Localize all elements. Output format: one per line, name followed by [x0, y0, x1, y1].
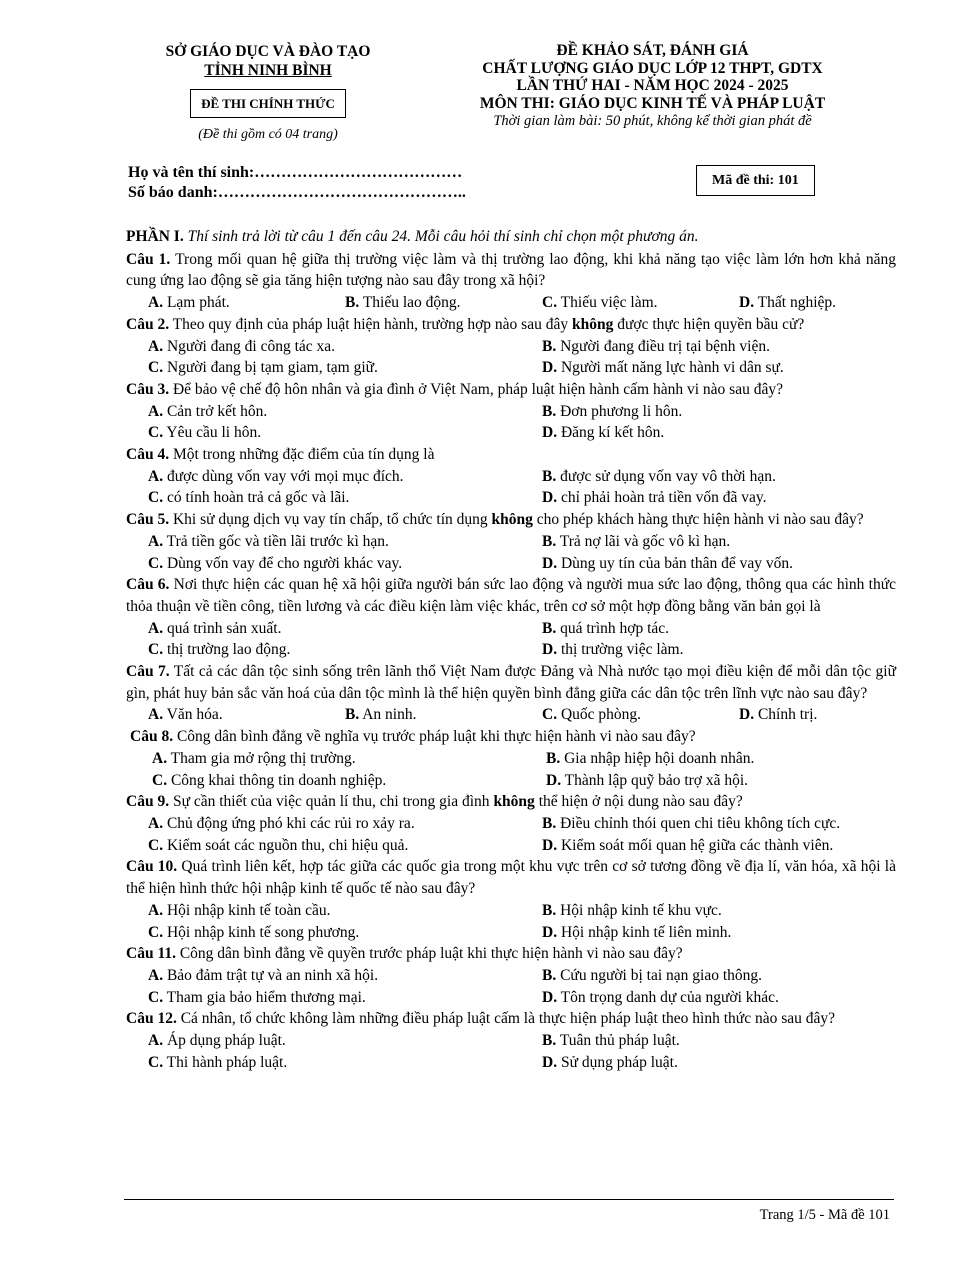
question-6 [126, 574, 896, 661]
option-text: Hội nhập kinh tế khu vực. [556, 901, 722, 919]
answer-option [542, 813, 918, 835]
option-text: thị trường việc làm. [557, 641, 684, 659]
option-letter: B. [542, 1032, 557, 1050]
exam-content [126, 226, 896, 1073]
answer-option [152, 748, 546, 770]
answer-option [542, 553, 918, 575]
option-letter: B. [542, 966, 557, 984]
answer-option [542, 357, 918, 379]
option-letter: C. [148, 1053, 164, 1071]
question-pre: Trong mối quan hệ giữa thị trường việc làm và thị trường lao động, khi khả năng tạo việc làm lớn hơn khả năng cung ứng lao động sẽ gia tăng hiện tượng nào sau đây trong xã hội? [126, 250, 896, 290]
question-3 [126, 379, 896, 444]
option-text: Cứu người bị tai nạn giao thông. [556, 966, 763, 984]
question-pre: Một trong những đặc điểm của tín dụng là [169, 446, 435, 464]
question-pre: Cá nhân, tổ chức không làm những điều pháp luật cấm là thực hiện pháp luật theo hình thức nào sau đây? [176, 1010, 835, 1028]
option-letter: B. [345, 706, 360, 724]
option-letter: D. [546, 771, 562, 789]
option-text: Thiếu lao động. [359, 294, 461, 312]
option-text: Gia nhập hiệp hội doanh nhân. [560, 749, 755, 767]
question-pre: Nơi thực hiện các quan hệ xã hội giữa người bán sức lao động và người mua sức lao động, thông qua các hình thức thỏa thuận về tiền công, tiền lương và các điều kiện làm việc khác, trên cơ sở một hợp đồng bằng văn bản gọi là [126, 576, 896, 615]
exam-code-box: Mã đề thi: 101 [696, 165, 815, 196]
option-text: Công khai thông tin doanh nghiệp. [167, 771, 387, 789]
answer-options [126, 1030, 896, 1073]
answer-option [542, 1030, 918, 1052]
question-num: Câu 3. [126, 380, 170, 398]
candidate-name-line: Họ và tên thí sinh:………………………………… [128, 164, 463, 181]
part-1-title [126, 226, 896, 248]
option-letter: D. [542, 489, 558, 507]
question-pre: Để bảo vệ chế độ hôn nhân và gia đình ở Việt Nam, pháp luật hiện hành cấm hành vi nào sau đây? [169, 380, 783, 398]
answer-option [148, 1052, 542, 1074]
option-letter: A. [148, 532, 164, 550]
option-letter: D. [739, 294, 755, 312]
option-text: Trả tiền gốc và tiền lãi trước kì hạn. [163, 532, 389, 550]
answer-option [542, 987, 918, 1009]
question-num: Câu 9. [126, 793, 170, 811]
answer-options [126, 704, 896, 726]
option-letter: C. [148, 641, 164, 659]
question-pre: Công dân bình đẳng về quyền trước pháp luật khi thực hiện hành vi nào sau đây? [175, 945, 683, 963]
question-10 [126, 856, 896, 943]
answer-option [542, 466, 918, 488]
answer-option [345, 292, 542, 314]
question-num: Câu 5. [126, 511, 170, 529]
option-letter: B. [542, 901, 557, 919]
option-letter: A. [148, 901, 164, 919]
option-letter: B. [542, 402, 557, 420]
option-letter: D. [542, 641, 558, 659]
answer-option [148, 965, 542, 987]
part-1-label: PHẦN I. [126, 228, 184, 245]
option-letter: A. [148, 402, 164, 420]
option-text: Tham gia mở rộng thị trường. [167, 749, 356, 767]
option-text: Hội nhập kinh tế liên minh. [557, 923, 732, 941]
pages-note: (Đề thi gồm có 04 trang) [198, 127, 338, 142]
option-letter: D. [542, 836, 558, 854]
question-num: Câu 12. [126, 1010, 177, 1028]
option-letter: B. [345, 294, 360, 312]
option-letter: C. [148, 424, 164, 442]
answer-option [148, 292, 345, 314]
option-text: Bảo đảm trật tự và an ninh xã hội. [163, 966, 379, 984]
question-num: Câu 2. [126, 315, 170, 333]
question-num: Câu 7. [126, 663, 170, 681]
question-8 [126, 726, 896, 791]
province-name: TỈNH NINH BÌNH [204, 62, 332, 79]
exam-title-line-2: CHẤT LƯỢNG GIÁO DỤC LỚP 12 THPT, GDTX [482, 59, 823, 77]
option-letter: A. [152, 749, 168, 767]
question-11 [126, 943, 896, 1008]
option-letter: C. [148, 554, 164, 572]
answer-options [126, 813, 896, 856]
option-letter: C. [542, 706, 558, 724]
option-text: Dùng vốn vay để cho người khác vay. [163, 554, 403, 572]
question-num: Câu 1. [126, 250, 171, 268]
question-stem [126, 444, 896, 466]
option-text: Đăng kí kết hôn. [557, 424, 665, 442]
option-text: Văn hóa. [163, 706, 223, 724]
question-list [126, 249, 896, 1074]
answer-option [542, 965, 918, 987]
answer-option [148, 922, 542, 944]
option-text: Hội nhập kinh tế song phương. [163, 923, 360, 941]
answer-option [148, 357, 542, 379]
question-7 [126, 661, 896, 726]
option-letter: C. [148, 489, 164, 507]
option-letter: C. [148, 988, 164, 1006]
answer-option [148, 618, 542, 640]
question-stem [126, 379, 896, 401]
question-stem [126, 856, 896, 899]
option-text: Tham gia bảo hiểm thương mại. [163, 988, 366, 1006]
option-letter: B. [546, 749, 561, 767]
option-text: Quốc phòng. [557, 706, 642, 724]
question-pre: Tất cả các dân tộc sinh sống trên lãnh thổ Việt Nam được Đảng và Nhà nước tạo mọi điều kiện để mỗi dân tộc giữ gìn, phát huy bản sắc văn hoá của dân tộc mình là thể hiện quyền bình đẳng giữa các dân tộc trên lĩnh vực nào sau đây? [126, 663, 896, 702]
answer-option [148, 466, 542, 488]
answer-option [148, 987, 542, 1009]
option-letter: D. [542, 988, 558, 1006]
option-text: Người mất năng lực hành vi dân sự. [557, 359, 784, 377]
subject-title: MÔN THI: GIÁO DỤC KINH TẾ VÀ PHÁP LUẬT [479, 94, 826, 112]
answer-option [739, 292, 918, 314]
option-text: Tôn trọng danh dự của người khác. [557, 988, 779, 1006]
option-text: được sử dụng vốn vay vô thời hạn. [556, 467, 776, 485]
option-text: Sử dụng pháp luật. [557, 1053, 678, 1071]
answer-option [542, 401, 918, 423]
question-num: Câu 10. [126, 858, 178, 876]
answer-option [148, 639, 542, 661]
answer-option [148, 835, 542, 857]
option-text: có tính hoàn trả cả gốc và lãi. [163, 489, 350, 507]
option-letter: B. [542, 814, 557, 832]
answer-option [148, 487, 542, 509]
answer-option [542, 618, 918, 640]
question-pre: Quá trình liên kết, hợp tác giữa các quốc gia trong một khu vực trên cơ sở tương đồng về địa lí, văn hóa, xã hội là thể hiện hình thức hội nhập kinh tế quốc tế nào sau đây? [126, 858, 896, 898]
answer-option [148, 401, 542, 423]
option-letter: A. [148, 814, 164, 832]
option-letter: C. [152, 771, 168, 789]
answer-options [126, 466, 896, 509]
option-text: Dùng uy tín của bản thân để vay vốn. [557, 554, 793, 572]
option-text: Thất nghiệp. [754, 294, 837, 312]
option-text: Kiểm soát các nguồn thu, chi hiệu quả. [163, 836, 409, 854]
answer-options [126, 401, 896, 444]
answer-option [542, 900, 918, 922]
page-footer: Trang 1/5 - Mã đề 101 [759, 1207, 890, 1223]
answer-options [126, 292, 896, 314]
answer-option [546, 770, 922, 792]
option-letter: D. [739, 706, 755, 724]
option-text: Trả nợ lãi và gốc vô kì hạn. [556, 532, 731, 550]
answer-option [542, 922, 918, 944]
option-letter: A. [148, 619, 164, 637]
question-kw: không [491, 511, 533, 529]
option-letter: B. [542, 532, 557, 550]
option-text: Lạm phát. [163, 294, 230, 312]
question-stem [126, 249, 896, 292]
question-num: Câu 8. [130, 728, 174, 746]
question-pre: Theo quy định của pháp luật hiện hành, trường hợp nào sau đây [169, 315, 572, 333]
option-letter: C. [148, 359, 164, 377]
option-letter: B. [542, 337, 557, 355]
answer-options [126, 336, 896, 379]
question-kw: không [571, 315, 614, 333]
question-5 [126, 509, 896, 574]
header-right [440, 42, 865, 130]
question-stem [126, 314, 896, 336]
answer-option [542, 487, 918, 509]
candidate-id-line: Số báo danh:……………………………………….. [128, 184, 466, 201]
exam-title-line-3: LẦN THỨ HAI - NĂM HỌC 2024 - 2025 [516, 77, 789, 94]
candidate-info [128, 163, 466, 203]
answer-option [148, 1030, 542, 1052]
answer-option [148, 900, 542, 922]
option-text: Hội nhập kinh tế toàn cầu. [163, 901, 331, 919]
question-9 [126, 791, 896, 856]
option-letter: D. [542, 554, 558, 572]
answer-option [148, 553, 542, 575]
part-1-instruction: Thí sinh trả lời từ câu 1 đến câu 24. Mỗi câu hỏi thí sinh chỉ chọn một phương án. [183, 228, 699, 245]
option-text: Tuân thủ pháp luật. [556, 1032, 680, 1050]
option-text: Thành lập quỹ bảo trợ xã hội. [561, 771, 749, 789]
option-text: quá trình hợp tác. [556, 619, 670, 637]
option-letter: C. [148, 836, 164, 854]
question-num: Câu 6. [126, 576, 170, 594]
option-letter: A. [148, 467, 164, 485]
option-text: Áp dụng pháp luật. [163, 1032, 286, 1050]
answer-option [148, 531, 542, 553]
question-4 [126, 444, 896, 509]
option-letter: B. [542, 619, 557, 637]
option-text: Người đang bị tạm giam, tạm giữ. [163, 359, 378, 377]
option-text: Người đang đi công tác xa. [163, 337, 336, 355]
option-letter: B. [542, 467, 557, 485]
answer-option [542, 704, 739, 726]
question-num: Câu 11. [126, 945, 176, 963]
option-text: quá trình sản xuất. [163, 619, 282, 637]
question-stem [126, 726, 896, 748]
question-stem [126, 661, 896, 704]
option-text: được dùng vốn vay với mọi mục đích. [163, 467, 404, 485]
official-exam-badge: ĐỀ THI CHÍNH THỨC [190, 89, 346, 118]
question-stem [126, 943, 896, 965]
answer-options [126, 748, 896, 791]
option-text: Điều chỉnh thói quen chi tiêu không tích cực. [556, 814, 841, 832]
option-letter: D. [542, 1053, 558, 1071]
option-text: thị trường lao động. [163, 641, 291, 659]
option-letter: A. [148, 294, 164, 312]
answer-options [126, 531, 896, 574]
department-name: SỞ GIÁO DỤC VÀ ĐÀO TẠO [165, 43, 371, 60]
answer-option [542, 531, 918, 553]
option-letter: D. [542, 424, 558, 442]
question-pre: Khi sử dụng dịch vụ vay tín chấp, tổ chức tín dụng [169, 511, 492, 529]
option-letter: A. [148, 706, 164, 724]
question-stem [126, 791, 896, 813]
answer-option [542, 422, 918, 444]
option-text: Người đang điều trị tại bệnh viện. [556, 337, 770, 355]
answer-option [148, 704, 345, 726]
answer-option [148, 813, 542, 835]
option-letter: D. [542, 923, 558, 941]
question-post: thể hiện ở nội dung nào sau đây? [534, 793, 743, 811]
option-text: Kiểm soát mối quan hệ giữa các thành viên. [557, 836, 834, 854]
exam-title-line-1: ĐỀ KHẢO SÁT, ĐÁNH GIÁ [556, 42, 749, 59]
answer-option [345, 704, 542, 726]
answer-option [152, 770, 546, 792]
option-text: Chủ động ứng phó khi các rủi ro xảy ra. [163, 814, 415, 832]
option-letter: A. [148, 966, 164, 984]
option-letter: C. [148, 923, 164, 941]
option-text: Thiếu việc làm. [557, 294, 658, 312]
answer-option [739, 704, 918, 726]
answer-option [148, 422, 542, 444]
question-stem [126, 1008, 896, 1030]
option-text: Chính trị. [754, 706, 818, 724]
footer-divider [124, 1199, 894, 1200]
option-text: Cản trở kết hôn. [163, 402, 268, 420]
answer-option [542, 336, 918, 358]
answer-option [542, 1052, 918, 1074]
question-stem [126, 574, 896, 617]
option-letter: D. [542, 359, 558, 377]
question-12 [126, 1008, 896, 1073]
question-kw: không [493, 793, 535, 811]
option-text: chỉ phải hoàn trả tiền vốn đã vay. [557, 489, 767, 507]
answer-options [126, 618, 896, 661]
option-letter: A. [148, 337, 164, 355]
answer-options [126, 900, 896, 943]
answer-options [126, 965, 896, 1008]
option-text: Yêu cầu li hôn. [163, 424, 262, 442]
question-post: được thực hiện quyền bầu cử? [613, 315, 805, 333]
question-num: Câu 4. [126, 446, 170, 464]
question-pre: Công dân bình đẳng về nghĩa vụ trước pháp luật khi thực hiện hành vi nào sau đây? [173, 728, 696, 746]
option-text: Đơn phương li hôn. [556, 402, 683, 420]
question-pre: Sự cần thiết của việc quản lí thu, chi trong gia đình [169, 793, 494, 811]
option-letter: C. [542, 294, 558, 312]
option-text: An ninh. [359, 706, 417, 724]
question-stem [126, 509, 896, 531]
option-text: Thi hành pháp luật. [163, 1053, 288, 1071]
answer-option [542, 292, 739, 314]
answer-option [148, 336, 542, 358]
time-note: Thời gian làm bài: 50 phút, không kể thời gian phát đề [493, 113, 812, 129]
question-post: cho phép khách hàng thực hiện hành vi nào sau đây? [532, 511, 864, 529]
answer-option [542, 639, 918, 661]
question-2 [126, 314, 896, 379]
option-letter: A. [148, 1032, 164, 1050]
header-left [128, 42, 408, 144]
answer-option [546, 748, 922, 770]
question-1 [126, 249, 896, 314]
answer-option [542, 835, 918, 857]
